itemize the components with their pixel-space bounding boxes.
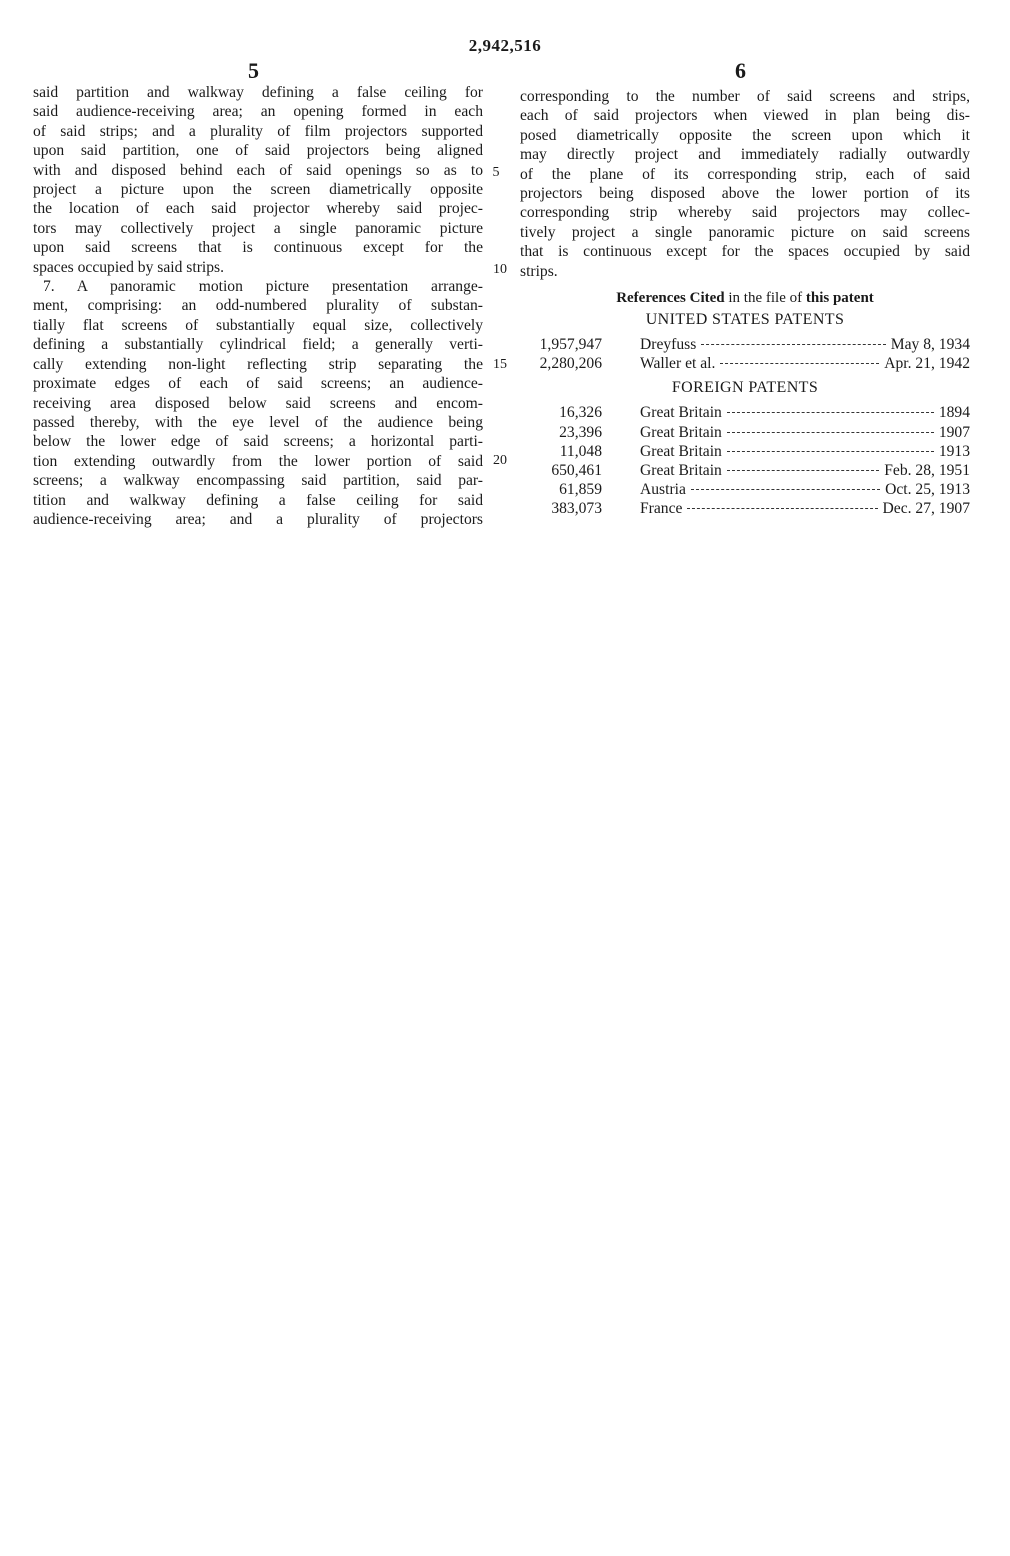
text-line: cally extending non-light reflecting strip separating the xyxy=(33,355,483,373)
text-line: spaces occupied by said strips. xyxy=(33,258,224,276)
reference-number: 23,396 xyxy=(559,423,602,441)
reference-date: Dec. 27, 1907 xyxy=(882,500,970,518)
dotted-leader xyxy=(720,363,879,364)
reference-number: 61,859 xyxy=(559,481,602,499)
dotted-leader xyxy=(691,489,880,490)
references-heading xyxy=(520,290,970,307)
reference-name: Great Britain xyxy=(640,423,722,441)
reference-name: Great Britain xyxy=(640,461,722,479)
text-line: project a picture upon the screen diametrically opposite xyxy=(33,181,483,199)
us-patents-heading: UNITED STATES PATENTS xyxy=(645,311,845,328)
text-line: posed diametrically opposite the screen upon which it xyxy=(520,126,970,144)
text-line: projectors being disposed above the lower portion of its xyxy=(520,185,970,203)
text-line: tors may collectively project a single panoramic picture xyxy=(33,219,483,237)
text-line: tively project a single panoramic picture on said screens xyxy=(520,223,970,241)
text-line: audience-receiving area; and a plurality of projectors xyxy=(33,510,483,528)
reference-row xyxy=(520,442,970,461)
text-line: upon said partition, one of said projectors being aligned xyxy=(33,142,483,160)
foreign-patents-heading: FOREIGN PATENTS xyxy=(671,379,819,397)
dotted-leader xyxy=(687,508,877,509)
reference-name: Waller et al. xyxy=(640,355,716,373)
reference-name: Great Britain xyxy=(640,442,722,460)
reference-date: Apr. 21, 1942 xyxy=(884,355,970,373)
reference-number: 2,280,206 xyxy=(539,355,602,373)
text-line: screens; a walkway encompassing said partition, said par- xyxy=(33,472,483,490)
text-line: tition and walkway defining a false ceiling for said xyxy=(33,491,483,509)
text-line: defining a substantially cylindrical field; a generally verti- xyxy=(33,336,483,354)
reference-row xyxy=(520,403,970,422)
reference-date: 1913 xyxy=(938,442,970,460)
text-line: the location of each said projector whereby said projec- xyxy=(33,200,483,218)
right-column-number: 6 xyxy=(735,58,746,83)
text-line: of said strips; and a plurality of film projectors supported xyxy=(33,122,483,140)
references-heading-bold-2: this patent xyxy=(805,290,874,306)
dotted-leader xyxy=(701,344,885,345)
reference-number: 650,461 xyxy=(551,461,602,479)
reference-row xyxy=(520,480,970,499)
text-line: proximate edges of each of said screens; an audience- xyxy=(33,375,483,393)
text-line: corresponding to the number of said screens and strips, xyxy=(520,88,970,105)
reference-number: 11,048 xyxy=(559,442,602,460)
patent-number: 2,942,516 xyxy=(468,36,542,55)
reference-row xyxy=(520,335,970,354)
left-column-text xyxy=(33,83,483,529)
text-line: passed thereby, with the eye level of the audience being xyxy=(33,413,483,431)
text-line: said audience-receiving area; an opening formed in each xyxy=(33,103,483,121)
references-heading-normal: in the file of xyxy=(724,290,806,306)
text-line: upon said screens that is continuous except for the xyxy=(33,239,483,257)
reference-date: May 8, 1934 xyxy=(890,336,970,353)
text-line: below the lower edge of said screens; a horizontal parti- xyxy=(33,433,483,451)
reference-number: 383,073 xyxy=(551,500,602,518)
text-line: ment, comprising: an odd-numbered plurality of substan- xyxy=(33,297,483,315)
text-line: corresponding strip whereby said projectors may collec- xyxy=(520,204,970,222)
reference-date: Feb. 28, 1951 xyxy=(884,461,970,479)
reference-name: Dreyfuss xyxy=(640,336,697,353)
claim-7-start: 7. A panoramic motion picture presentation arrange- xyxy=(43,278,483,296)
reference-row xyxy=(520,423,970,442)
text-line: may directly project and immediately radially outwardly xyxy=(520,146,970,164)
reference-number: 16,326 xyxy=(559,404,602,422)
reference-name: Austria xyxy=(640,481,686,499)
text-line: strips. xyxy=(520,262,558,280)
right-column-text xyxy=(520,87,970,281)
references-cited xyxy=(520,290,970,519)
reference-date: Oct. 25, 1913 xyxy=(885,481,970,499)
reference-row xyxy=(520,499,970,518)
text-line: tially flat screens of substantially equal size, collectively xyxy=(33,316,483,334)
text-line: with and disposed behind each of said openings so as to xyxy=(33,161,483,179)
text-line: receiving area disposed below said screens and encom- xyxy=(33,394,483,412)
line-number-20: 20 xyxy=(493,453,507,468)
text-line: of the plane of its corresponding strip, each of said xyxy=(520,165,970,183)
reference-row xyxy=(520,354,970,373)
line-number-10: 10 xyxy=(493,262,507,277)
dotted-leader xyxy=(727,432,934,433)
reference-row xyxy=(520,461,970,480)
text-line: that is continuous except for the spaces occupied by said xyxy=(520,243,970,261)
reference-name: France xyxy=(640,500,683,518)
reference-date: 1894 xyxy=(938,404,970,422)
line-number-5: 5 xyxy=(492,165,500,180)
reference-date: 1907 xyxy=(938,423,970,441)
reference-name: Great Britain xyxy=(640,404,722,422)
dotted-leader xyxy=(727,451,934,452)
left-column-number: 5 xyxy=(248,58,259,83)
dotted-leader xyxy=(727,470,879,471)
text-line: tion extending outwardly from the lower portion of said xyxy=(33,452,483,470)
references-heading-bold-1: References Cited xyxy=(616,290,725,306)
dotted-leader xyxy=(727,412,934,413)
text-line: each of said projectors when viewed in plan being dis- xyxy=(520,107,970,125)
line-number-15: 15 xyxy=(493,357,507,372)
reference-number: 1,957,947 xyxy=(539,336,602,353)
text-line: said partition and walkway defining a false ceiling for xyxy=(33,84,483,101)
